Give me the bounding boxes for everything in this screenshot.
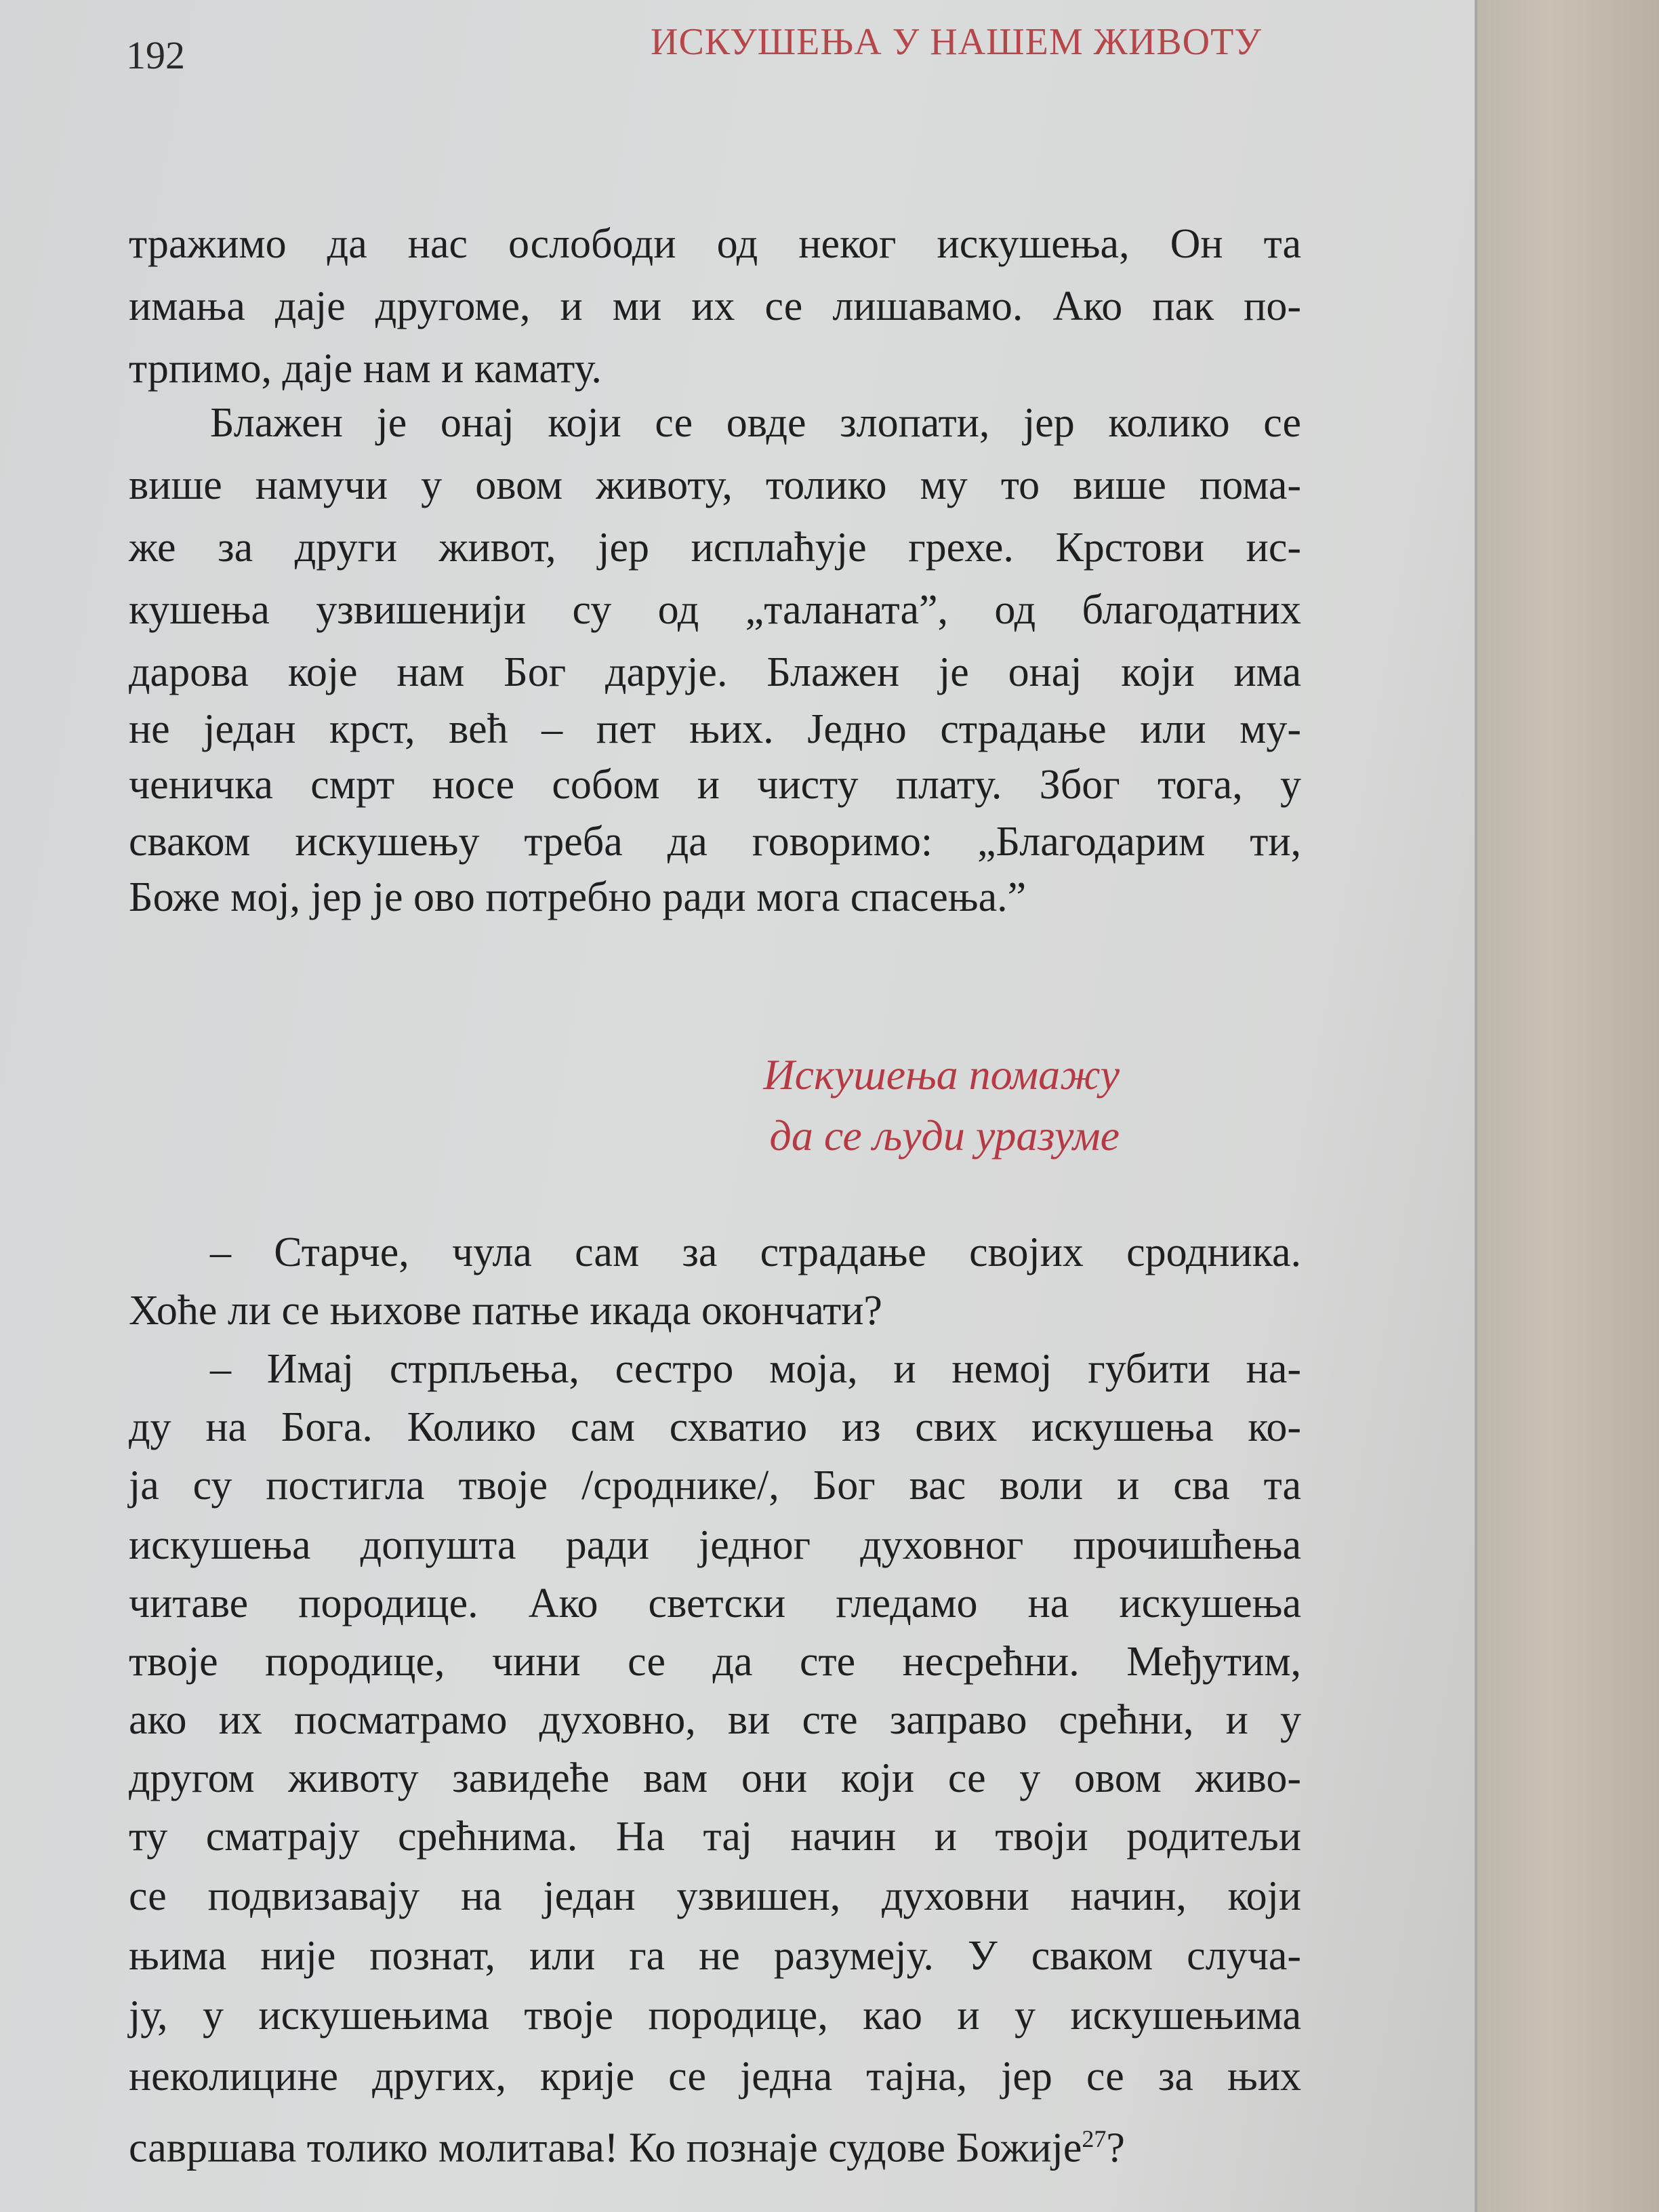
- text-line: тражимо да нас ослободи од неког искушења, Он та: [129, 221, 1301, 267]
- text-line: њима није познат, или га не разумеју. У сваком случа-: [129, 1933, 1301, 1979]
- text-line: више намучи у овом животу, толико му то више пома-: [129, 462, 1301, 508]
- text-line: Боже мој, јер је ово потребно ради мога спасења.”: [129, 874, 1027, 920]
- text-line: ја су постигла твоје /сроднике/, Бог вас воли и сва та: [129, 1462, 1301, 1509]
- text-line: ако их посматрамо духовно, ви сте заправо срећни, и у: [129, 1697, 1301, 1743]
- text-line: ту сматрају срећнима. На тај начин и твоји родитељи: [129, 1814, 1301, 1860]
- text-line: – Имај стрпљења, сестро моја, и немој губити на-: [210, 1346, 1301, 1392]
- text-line: ју, у искушењима твоје породице, као и у искушењима: [129, 1992, 1301, 2039]
- text-line: Блажен је онај који се овде злопати, јер колико се: [210, 400, 1301, 446]
- text-line: ченичка смрт носе собом и чисту плату. Због тога, у: [129, 762, 1301, 808]
- text-line: неколицине других, крије се једна тајна, јер се за њих: [129, 2053, 1301, 2100]
- text-line: трпимо, даје нам и камату.: [129, 346, 602, 392]
- text-line: другом животу завидеће вам они који се у овом живо-: [129, 1755, 1301, 1801]
- text-line-with-footnote: [129, 2112, 1301, 2175]
- text-line-content: савршава толико молитава! Ко познаје судове Божије: [129, 2125, 1082, 2171]
- text-line: Хоће ли се њихове патње икада окончати?: [129, 1288, 882, 1334]
- page-number: 192: [126, 33, 185, 77]
- text-line: имања даје другоме, и ми их се лишавамо. Ако пак по-: [129, 283, 1301, 329]
- text-line: же за други живот, јер исплаћује грехе. Крстови ис-: [129, 525, 1301, 571]
- text-line: не један крст, већ – пет њих. Једно страдање или му-: [129, 706, 1301, 752]
- text-line: – Старче, чула сам за страдање својих сродника.: [210, 1229, 1301, 1275]
- text-line: читаве породице. Ако светски гледамо на искушења: [129, 1580, 1301, 1626]
- text-line: твоје породице, чини се да сте несрећни. Међутим,: [129, 1639, 1301, 1685]
- section-heading-line-2: да се људи уразуме: [769, 1111, 1120, 1160]
- text-line: дарова које нам Бог дарује. Блажен је онај који има: [129, 649, 1301, 695]
- final-punctuation: ?: [1106, 2125, 1125, 2171]
- text-line: ду на Бога. Колико сам схватио из свих искушења ко-: [129, 1404, 1301, 1450]
- text-line: сваком искушењу треба да говоримо: „Благодарим ти,: [129, 819, 1301, 865]
- text-line: кушења узвишенији су од „таланата”, од благодатних: [129, 587, 1301, 633]
- facing-page-edge: [1477, 0, 1659, 2212]
- section-heading-line-1: Искушења помажу: [763, 1050, 1120, 1099]
- running-title: ИСКУШЕЊА У НАШЕМ ЖИВОТУ: [651, 21, 1262, 63]
- footnote-reference: 27: [1082, 2125, 1107, 2152]
- text-line: искушења допушта ради једног духовног прочишћења: [129, 1522, 1301, 1568]
- text-line: се подвизавају на један узвишен, духовни начин, који: [129, 1873, 1301, 1919]
